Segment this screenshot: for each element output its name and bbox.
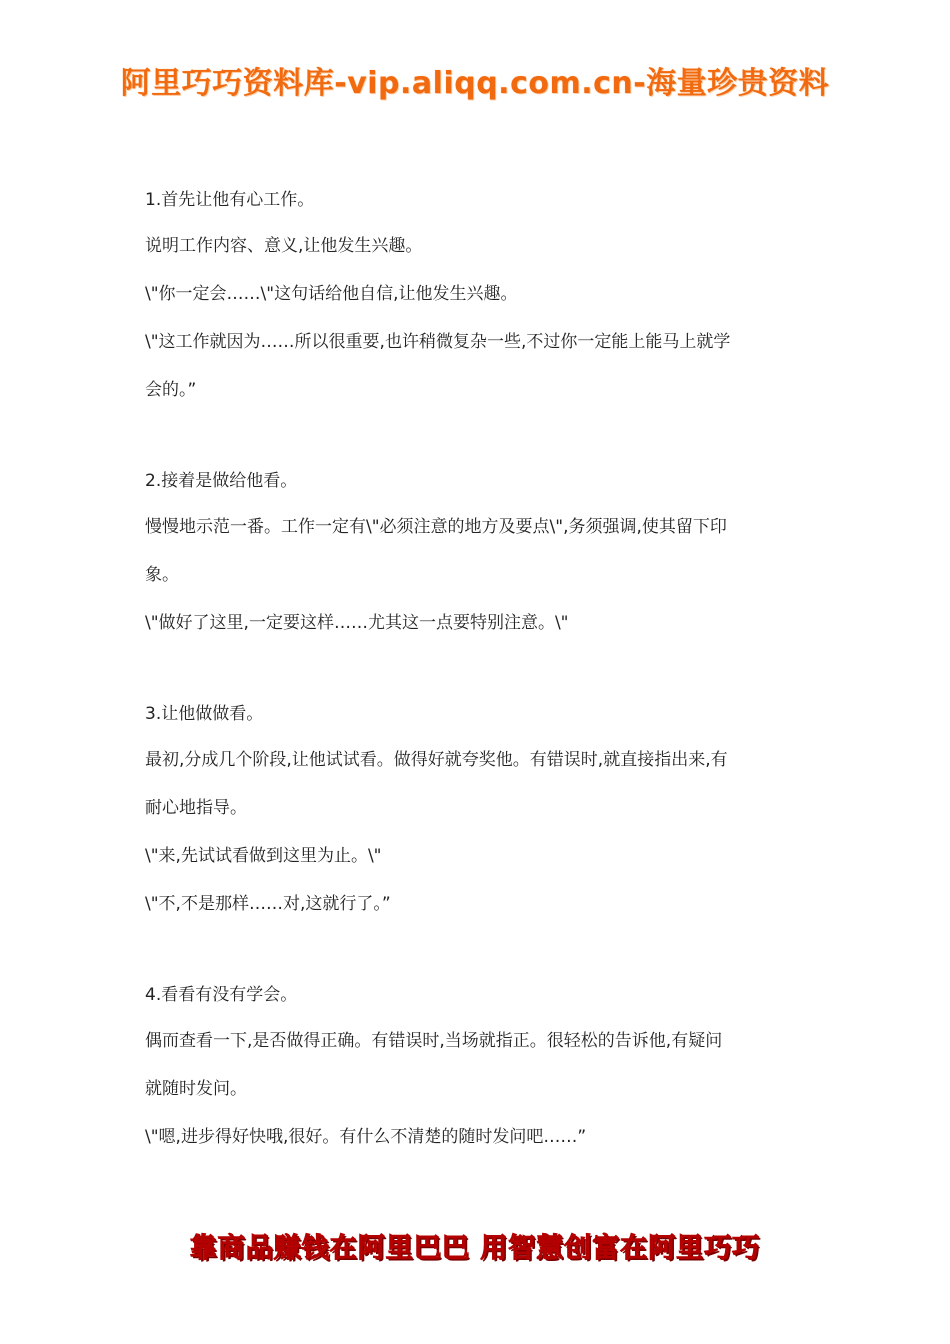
paragraph-line: 耐心地指导。 xyxy=(145,798,247,818)
footer-banner: 靠商品赚钱在阿里巴巴 用智慧创富在阿里巧巧 xyxy=(189,1233,761,1264)
section-4 xyxy=(145,973,815,1161)
paragraph-line: \"做好了这里,一定要这样……尤其这一点要特别注意。\" xyxy=(145,613,569,633)
paragraph-line: \"来,先试试看做到这里为止。\" xyxy=(145,846,382,866)
paragraph-line: 会的。” xyxy=(145,380,197,400)
paragraph-line: \"这工作就因为……所以很重要,也许稍微复杂一些,不过你一定能上能马上就学 xyxy=(145,332,731,352)
header-banner: 阿里巧巧资料库-vip.aliqq.com.cn-海量珍贵资料 xyxy=(120,66,830,101)
paragraph-line: 说明工作内容、意义,让他发生兴趣。 xyxy=(145,236,423,256)
section-heading: 3.让他做做看。 xyxy=(145,704,264,724)
section-heading: 2.接着是做给他看。 xyxy=(145,471,298,491)
section-1 xyxy=(145,178,815,414)
section-3 xyxy=(145,692,815,928)
paragraph-line: 最初,分成几个阶段,让他试试看。做得好就夸奖他。有错误时,就直接指出来,有 xyxy=(145,750,728,770)
paragraph-line: 象。 xyxy=(145,565,179,585)
section-heading: 4.看看有没有学会。 xyxy=(145,985,298,1005)
section-2 xyxy=(145,459,815,647)
paragraph-line: 就随时发问。 xyxy=(145,1079,247,1099)
paragraph-line: 慢慢地示范一番。工作一定有\"必须注意的地方及要点\",务须强调,使其留下印 xyxy=(145,517,727,537)
section-heading: 1.首先让他有心工作。 xyxy=(145,190,315,210)
paragraph-line: \"不,不是那样……对,这就行了。” xyxy=(145,894,391,914)
paragraph-line: 偶而查看一下,是否做得正确。有错误时,当场就指正。很轻松的告诉他,有疑问 xyxy=(145,1031,723,1051)
document-body xyxy=(145,178,815,1206)
paragraph-line: \"嗯,进步得好快哦,很好。有什么不清楚的随时发问吧……” xyxy=(145,1127,587,1147)
paragraph-line: \"你一定会……\"这句话给他自信,让他发生兴趣。 xyxy=(145,284,518,304)
